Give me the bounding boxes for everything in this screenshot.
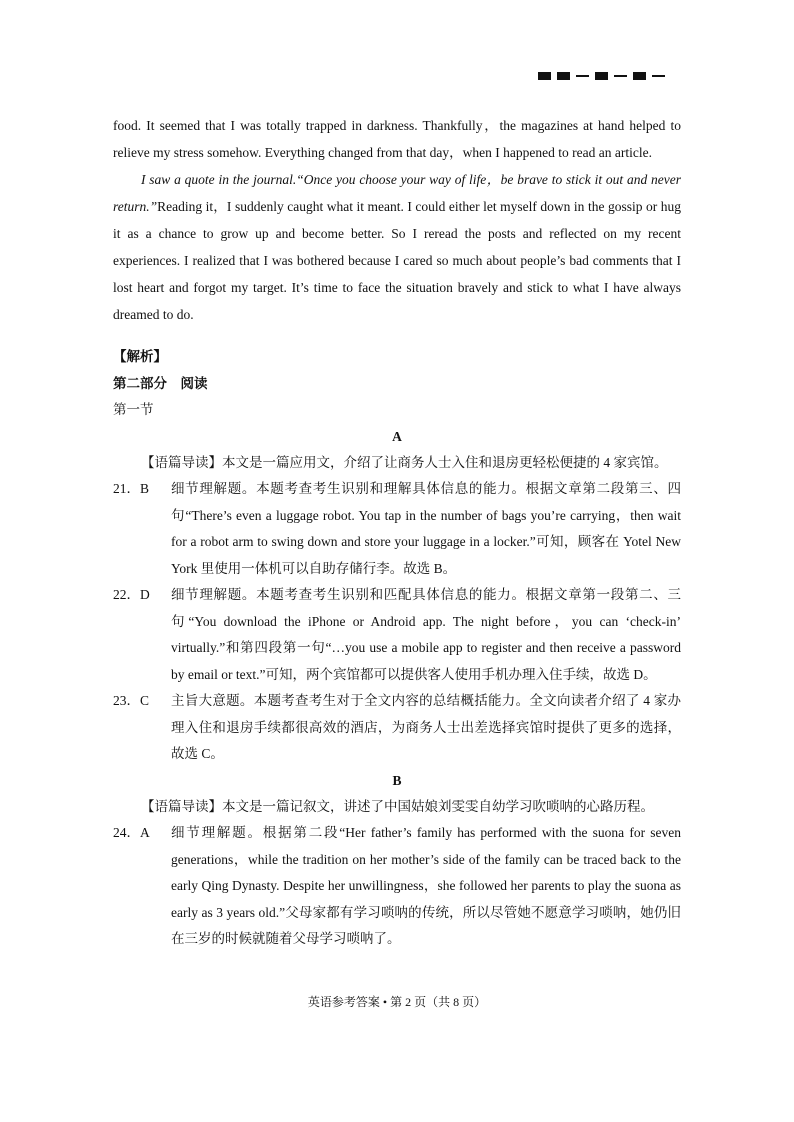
answer-explanation: 细节理解题。根据第二段“Her father’s family has performed with the suona for seven generations，while the tradition on her mother’s side of the family can be traced back to the early Qing Dynasty. Despite her unwillingness，she followed her parents to play the suona as early as 3 years old.”父母家都有学习唢呐的传统，所以尽管她不愿意学习唢呐，她仍旧在三岁的时候就随着父母学习唢呐了。 bbox=[171, 825, 681, 946]
section-a-guide: 【语篇导读】本文是一篇应用文，介绍了让商务人士入住和退房更轻松便捷的 4 家宾馆。 bbox=[141, 454, 668, 470]
answer-number: 21．B bbox=[113, 481, 150, 496]
passage-paragraph-2-rest: Reading it，I suddenly caught what it meant. I could either let myself down in the gossip or hug it as a chance to grow up and become better. So I reread the posts and reflected on my recent experiences. I realized that I was bothered because I cared so much about people’s bad comments that I lost heart and forgot my target. It’s time to face the situation bravely and stick to what I have always dreamed to do. bbox=[113, 199, 681, 322]
content-body bbox=[113, 112, 681, 953]
answer-number: 23．C bbox=[113, 693, 150, 708]
answer-item bbox=[113, 582, 681, 688]
section-b-letter: B bbox=[392, 772, 402, 788]
header-mark bbox=[538, 72, 665, 80]
quote-italic: I saw a quote in the journal.“Once you choose your way of life，be brave to stick it out and never return.” bbox=[113, 172, 681, 214]
answer-item bbox=[113, 476, 681, 582]
page-footer: 英语参考答案 • 第 2 页（共 8 页） bbox=[307, 995, 487, 1009]
section-heading: 第一节 bbox=[113, 402, 154, 417]
answer-number: 24．A bbox=[113, 825, 150, 840]
passage-paragraph-2 bbox=[113, 166, 681, 328]
section-b-guide: 【语篇导读】本文是一篇记叙文，讲述了中国姑娘刘雯雯自幼学习吹唢呐的心路历程。 bbox=[141, 798, 654, 814]
answer-item bbox=[113, 688, 681, 768]
section-a-letter: A bbox=[392, 428, 402, 444]
answer-explanation: 细节理解题。本题考查考生识别和理解具体信息的能力。根据文章第二段第三、四句“There’s even a luggage robot. You tap in the number of bags you’re carrying，then wait for a robot arm to swing down and store your luggage in a locker.”可知，顾客在 Yotel New York 里使用一体机可以自助存储行李。故选 B。 bbox=[171, 481, 681, 576]
passage-paragraph-1: food. It seemed that I was totally trapped in darkness. Thankfully，the magazines at hand helped to relieve my stress somehow. Everything changed from that day，when I happened to read an article. bbox=[113, 118, 681, 160]
answer-item bbox=[113, 820, 681, 953]
answer-explanation: 主旨大意题。本题考查考生对于全文内容的总结概括能力。全文向读者介绍了 4 家办理入住和退房手续都很高效的酒店，为商务人士出差选择宾馆时提供了更多的选择，故选 C。 bbox=[171, 693, 681, 761]
analysis-heading: 【解析】 bbox=[113, 349, 167, 364]
part-heading: 第二部分 阅读 bbox=[113, 375, 208, 391]
answer-explanation: 细节理解题。本题考查考生识别和匹配具体信息的能力。根据文章第一段第二、三句“You download the iPhone or Android app. The night before，you can ‘check-in’ virtually.”和第四段第一句“…you use a mobile app to register and then receive a password by email or text.”可知，两个宾馆都可以提供客人使用手机办理入住手续，故选 D。 bbox=[171, 587, 681, 682]
answer-number: 22．D bbox=[113, 587, 150, 602]
